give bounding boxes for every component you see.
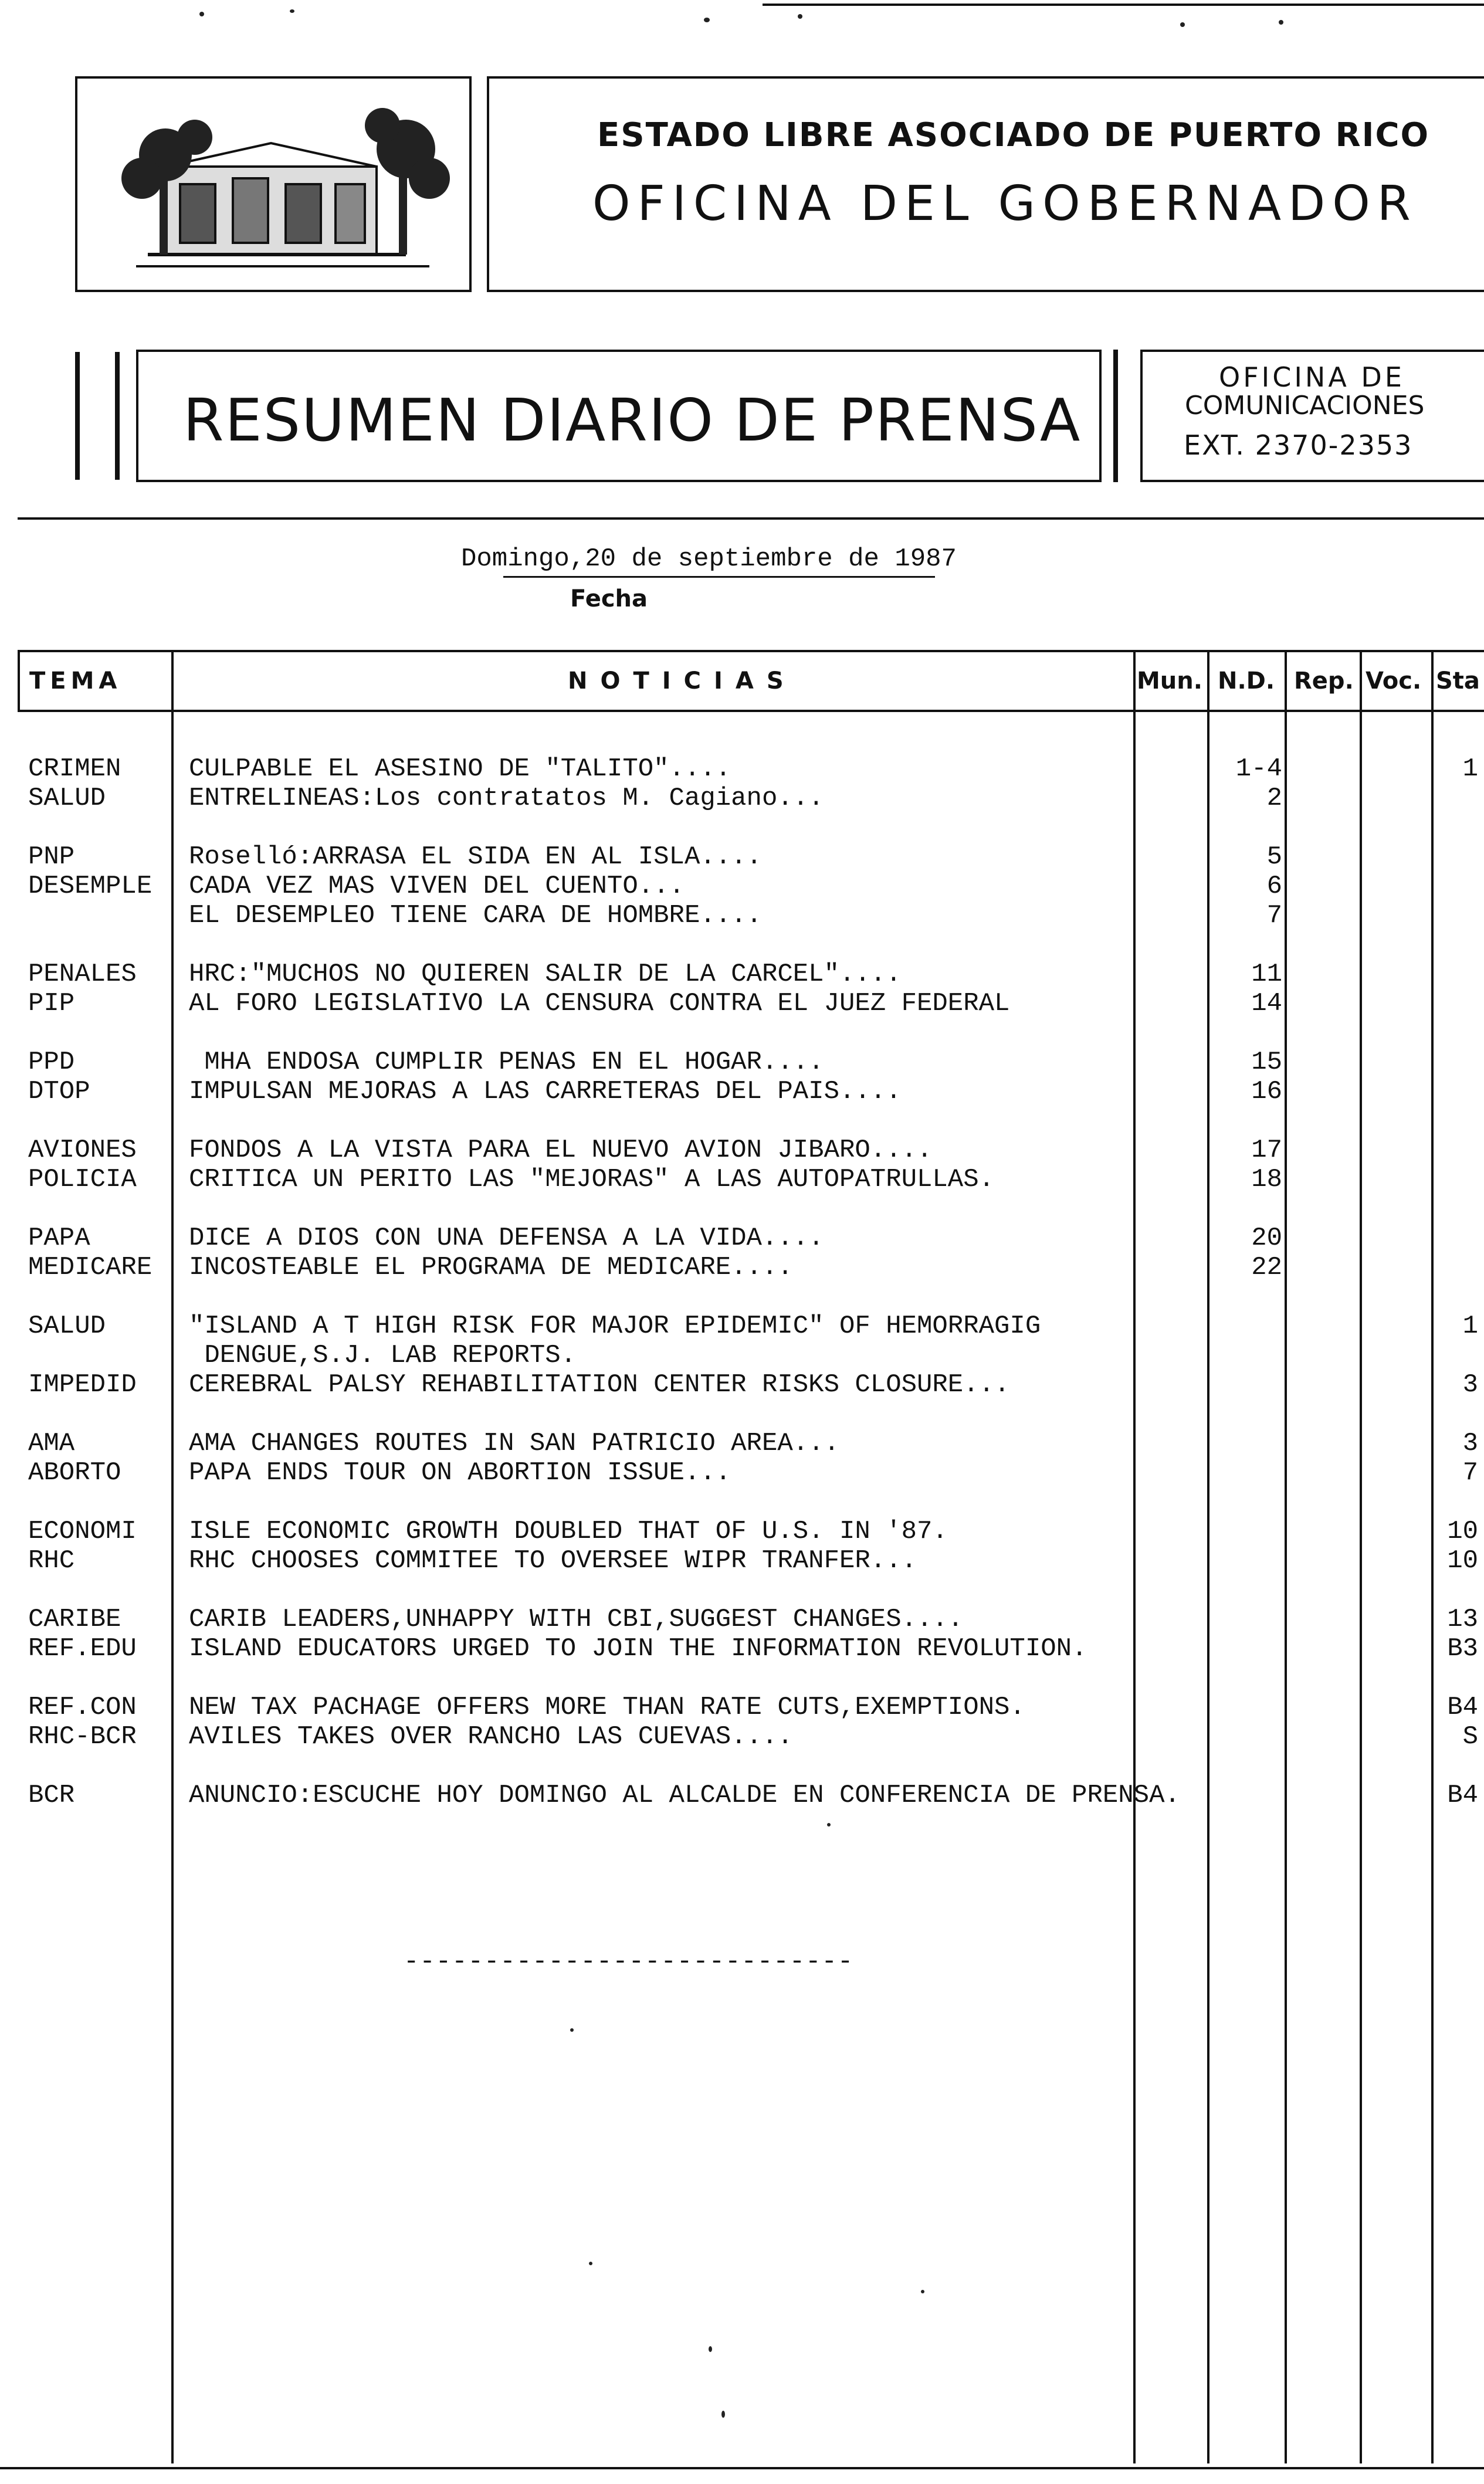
row-headline: NEW TAX PACHAGE OFFERS MORE THAN RATE CUTS,EXEMPTIONS. (189, 1693, 1025, 1722)
row-nd-page: 7 (1266, 901, 1282, 930)
col-header-voc: Voc. (1366, 667, 1422, 694)
row-tema: REF.EDU (28, 1634, 137, 1663)
row-headline: DENGUE,S.J. LAB REPORTS. (189, 1341, 577, 1370)
office-name: OFICINA DEL GOBERNADOR (592, 176, 1418, 232)
row-nd-page: 17 (1251, 1136, 1282, 1165)
col-divider-voc (1360, 650, 1362, 2463)
report-date: Domingo,20 de septiembre de 1987 (461, 544, 957, 574)
row-star-page: 7 (1462, 1458, 1478, 1487)
col-header-nd: N.D. (1218, 667, 1275, 694)
row-headline: EL DESEMPLEO TIENE CARA DE HOMBRE.... (189, 901, 762, 930)
row-tema: DESEMPLE (28, 872, 153, 901)
row-star-page: S (1462, 1722, 1478, 1751)
row-nd-page: 16 (1251, 1077, 1282, 1106)
end-of-list-marker: ---------------------------- (404, 1947, 854, 1977)
row-tema: PPD (28, 1048, 75, 1077)
row-tema: PAPA (28, 1224, 90, 1253)
double-rule-left (75, 352, 80, 480)
row-tema: IMPEDID (28, 1370, 137, 1399)
row-tema: CARIBE (28, 1605, 121, 1634)
row-star-page: 1 (1462, 1312, 1478, 1341)
row-headline: CARIB LEADERS,UNHAPPY WITH CBI,SUGGEST CHANGES.... (189, 1605, 964, 1634)
row-headline: "ISLAND A T HIGH RISK FOR MAJOR EPIDEMIC" OF HEMORRAGIG (189, 1312, 1041, 1341)
col-divider-tema (171, 650, 174, 2463)
col-divider-nd (1207, 650, 1209, 2463)
row-tema: PENALES (28, 960, 137, 989)
header-divider (18, 517, 1484, 520)
page-bottom-rule (0, 2467, 1484, 2469)
row-headline: RHC CHOOSES COMMITEE TO OVERSEE WIPR TRANFER... (189, 1546, 917, 1575)
row-tema: RHC (28, 1546, 75, 1575)
row-nd-page: 5 (1266, 842, 1282, 872)
row-nd-page: 6 (1266, 872, 1282, 901)
row-headline: ENTRELINEAS:Los contratatos M. Cagiano... (189, 784, 824, 813)
row-tema: ABORTO (28, 1458, 121, 1487)
row-star-page: 10 (1447, 1517, 1478, 1546)
row-tema: MEDICARE (28, 1253, 153, 1282)
state-name: ESTADO LIBRE ASOCIADO DE PUERTO RICO (597, 116, 1430, 154)
row-nd-page: 1-4 (1235, 754, 1282, 784)
row-tema: DTOP (28, 1077, 90, 1106)
row-nd-page: 15 (1251, 1048, 1282, 1077)
row-tema: CRIMEN (28, 754, 121, 784)
row-headline: DICE A DIOS CON UNA DEFENSA A LA VIDA.... (189, 1224, 824, 1253)
row-tema: ECONOMI (28, 1517, 137, 1546)
row-nd-page: 2 (1266, 784, 1282, 813)
row-tema: RHC-BCR (28, 1722, 137, 1751)
row-nd-page: 18 (1251, 1165, 1282, 1194)
row-headline: FONDOS A LA VISTA PARA EL NUEVO AVION JIBARO.... (189, 1136, 933, 1165)
row-star-page: 1 (1462, 754, 1478, 784)
row-tema: BCR (28, 1781, 75, 1810)
col-header-mun: Mun. (1137, 667, 1202, 694)
col-header-star: Sta (1436, 667, 1480, 694)
row-nd-page: 22 (1251, 1253, 1282, 1282)
comms-office: OFICINA DE (1219, 361, 1405, 393)
row-headline: CADA VEZ MAS VIVEN DEL CUENTO... (189, 872, 685, 901)
row-headline: ISLAND EDUCATORS URGED TO JOIN THE INFORMATION REVOLUTION. (189, 1634, 1087, 1663)
row-headline: AL FORO LEGISLATIVO LA CENSURA CONTRA EL JUEZ FEDERAL (189, 989, 1010, 1018)
row-headline: HRC:"MUCHOS NO QUIEREN SALIR DE LA CARCEL".... (189, 960, 902, 989)
table-top-rule (18, 650, 1484, 652)
row-tema: PIP (28, 989, 75, 1018)
table-header-rule (18, 710, 1484, 712)
document-title: RESUMEN DIARIO DE PRENSA (183, 386, 1082, 455)
row-tema: SALUD (28, 784, 106, 813)
col-divider-rep (1285, 650, 1287, 2463)
row-headline: IMPULSAN MEJORAS A LAS CARRETERAS DEL PAIS.... (189, 1077, 902, 1106)
row-headline: CULPABLE EL ASESINO DE "TALITO".... (189, 754, 731, 784)
row-nd-page: 20 (1251, 1224, 1282, 1253)
date-underline (503, 576, 935, 578)
row-tema: REF.CON (28, 1693, 137, 1722)
date-label: Fecha (570, 585, 648, 612)
col-header-tema: TEMA (29, 667, 122, 694)
row-star-page: 3 (1462, 1429, 1478, 1458)
row-nd-page: 11 (1251, 960, 1282, 989)
row-tema: AVIONES (28, 1136, 137, 1165)
row-star-page: 3 (1462, 1370, 1478, 1399)
row-headline: MHA ENDOSA CUMPLIR PENAS EN EL HOGAR.... (189, 1048, 824, 1077)
row-tema: SALUD (28, 1312, 106, 1341)
row-star-page: B4 (1447, 1693, 1478, 1722)
row-headline: ISLE ECONOMIC GROWTH DOUBLED THAT OF U.S. IN '87. (189, 1517, 948, 1546)
row-tema: POLICIA (28, 1165, 137, 1194)
col-divider-mun (1133, 650, 1136, 2463)
row-headline: PAPA ENDS TOUR ON ABORTION ISSUE... (189, 1458, 731, 1487)
row-star-page: B3 (1447, 1634, 1478, 1663)
row-headline: Roselló:ARRASA EL SIDA EN AL ISLA.... (189, 842, 762, 872)
col-header-rep: Rep. (1294, 667, 1354, 694)
row-headline: CRITICA UN PERITO LAS "MEJORAS" A LAS AUTOPATRULLAS. (189, 1165, 995, 1194)
row-headline: CEREBRAL PALSY REHABILITATION CENTER RISKS CLOSURE... (189, 1370, 1010, 1399)
row-headline: INCOSTEABLE EL PROGRAMA DE MEDICARE.... (189, 1253, 793, 1282)
row-star-page: 13 (1447, 1605, 1478, 1634)
row-tema: PNP (28, 842, 75, 872)
row-star-page: B4 (1447, 1781, 1478, 1810)
col-header-noticias: NOTICIAS (568, 667, 797, 694)
comms-department: COMUNICACIONES (1185, 391, 1425, 421)
governor-mansion-logo (77, 79, 469, 290)
row-star-page: 10 (1447, 1546, 1478, 1575)
row-headline: AVILES TAKES OVER RANCHO LAS CUEVAS.... (189, 1722, 793, 1751)
row-headline: ANUNCIO:ESCUCHE HOY DOMINGO AL ALCALDE EN CONFERENCIA DE PRENSA. (189, 1781, 1180, 1810)
row-headline: AMA CHANGES ROUTES IN SAN PATRICIO AREA... (189, 1429, 839, 1458)
row-tema: AMA (28, 1429, 75, 1458)
comms-extension: EXT. 2370-2353 (1184, 429, 1413, 461)
logo-frame (75, 76, 472, 292)
row-nd-page: 14 (1251, 989, 1282, 1018)
